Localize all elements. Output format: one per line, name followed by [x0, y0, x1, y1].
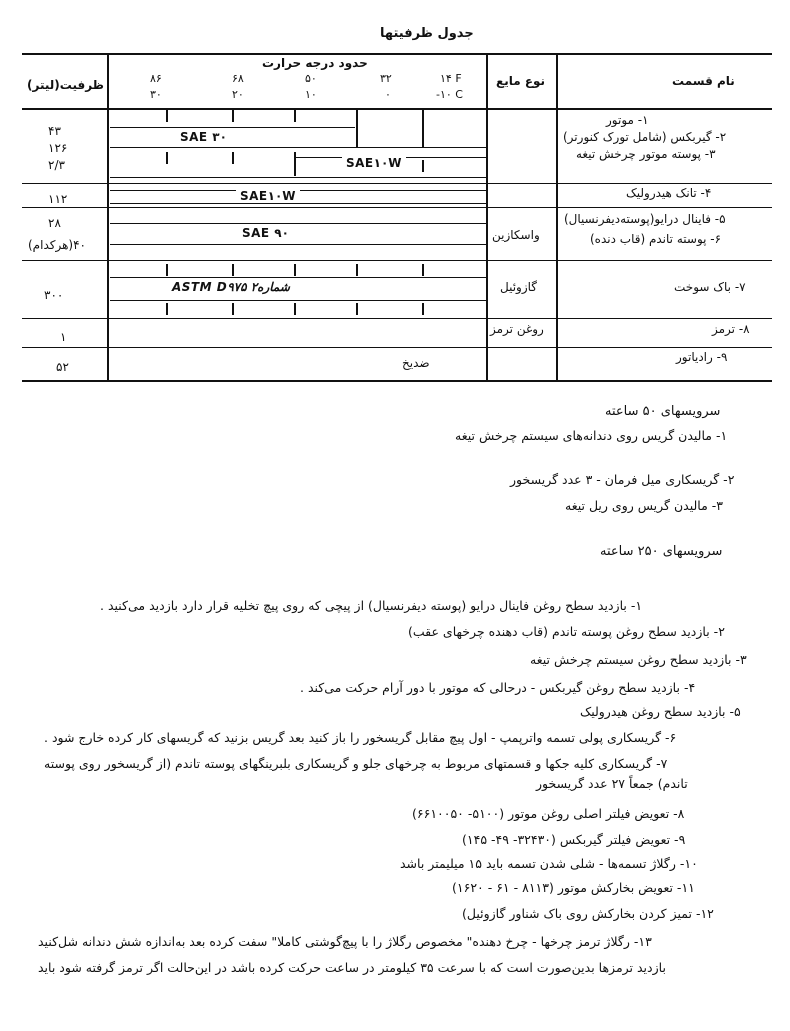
fluid-brake-oil: روغن ترمز: [490, 322, 544, 336]
fluid-diesel: گازوئیل: [500, 280, 538, 294]
capacity-tandem: ۴۰(هرکدام): [28, 238, 86, 252]
header-capacity: ظرفیت(لیتر): [27, 78, 104, 92]
service250-item-7-cont: تاندم) جمعاً ۲۷ عدد گریسخور: [536, 776, 688, 791]
header-temp-range: حدود درجه حرارت: [262, 56, 368, 70]
temp-f-3: ۵۰: [305, 72, 317, 85]
label-astm: شماره۲ ASTM D۹۷۵: [168, 280, 294, 294]
label-sae90: SAE ۹۰: [238, 226, 293, 240]
part-engine: ۱- موتور: [606, 113, 649, 127]
capacity-brake: ۱: [60, 330, 67, 344]
part-hydraulic: ۴- تانک هیدرولیک: [626, 186, 712, 200]
temp-f-5: ۸۶: [150, 72, 162, 85]
service250-item-9: ۹- تعویض فیلتر گیربکس (۳۲۴۳۰- ۴۹- ۱۴۵): [462, 832, 686, 847]
fluid-antifreeze: ضدیخ: [402, 356, 430, 370]
temp-c-1: -۱۰ C: [436, 88, 463, 101]
header-fluid-type: نوع مایع: [496, 74, 546, 88]
capacity-hydraulic: ۱۱۲: [48, 192, 68, 206]
temp-f-1: ۱۴ F: [440, 72, 462, 85]
part-blade-rotation: ۳- پوسته موتور چرخش تیغه: [576, 147, 716, 161]
label-sae30: SAE ۳۰: [176, 130, 231, 144]
service50-item-2: ۲- گریسکاری میل فرمان - ۳ عدد گریسخور: [510, 472, 735, 487]
service250-item-8: ۸- تعویض فیلتر اصلی روغن موتور (۵۱۰۰- ۶۶۱۰۰۵۰): [412, 806, 685, 821]
temp-f-2: ۳۲: [380, 72, 392, 85]
part-radiator: ۹- رادیاتور: [676, 350, 728, 364]
service250-item-3: ۳- بازدید سطح روغن سیستم چرخش تیغه: [530, 652, 747, 667]
fluid-vaskazin: واسکازین: [492, 228, 540, 242]
service250-item-6: ۶- گریسکاری پولی تسمه واترپمپ - اول پیچ مقابل گریسخور را باز کنید بعد گریس بزنید که گریسهای کار کرده خارج شود .: [44, 730, 677, 745]
service250-item-5: ۵- بازدید سطح روغن هیدرولیک: [580, 704, 741, 719]
temp-c-2: ۰: [385, 88, 391, 101]
service250-item-7: ۷- گریسکاری کلیه جکها و قسمتهای مربوط به چرخهای جلو و گریسکاری بلبرینگهای پوسته تاندم (از گریسخور روی پوسته: [44, 756, 668, 771]
label-sae10w-1: SAE۱۰W: [342, 156, 406, 170]
part-brake: ۸- ترمز: [712, 322, 750, 336]
label-sae10w-2: SAE۱۰W: [236, 189, 300, 203]
table-title: جدول ظرفیتها: [380, 26, 474, 41]
temp-c-4: ۲۰: [232, 88, 244, 101]
part-final-drive: ۵- فاینال درایو(پوسته‌دیفرنسیال): [564, 212, 726, 226]
part-gearbox: ۲- گیربکس (شامل تورک کنورتر): [563, 130, 727, 144]
header-part-name: نام قسمت: [672, 74, 735, 88]
service250-item-12: ۱۲- تمیز کردن بخارکش روی باک شناور گازوئیل): [462, 906, 714, 921]
part-fuel-tank: ۷- باک سوخت: [674, 280, 746, 294]
service50-item-1: ۱- مالیدن گریس روی دندانه‌های سیستم چرخش تیغه: [455, 428, 728, 443]
temp-c-5: ۳۰: [150, 88, 162, 101]
service50-item-3: ۳- مالیدن گریس روی ریل تیغه: [565, 498, 724, 513]
service250-item-1: ۱- بازدید سطح روغن فاینال درایو (پوسته دیفرنسیال) از پیچی که روی پیچ تخلیه قرار دارد بازدید می‌کنید .: [100, 598, 643, 613]
capacity-radiator: ۵۲: [56, 360, 69, 374]
capacity-engine: ۴۳: [48, 124, 61, 138]
capacity-blade-rotation: ۲/۳: [48, 158, 65, 172]
service50-title: سرویسهای ۵۰ ساعته: [605, 404, 721, 419]
temp-c-3: ۱۰: [305, 88, 317, 101]
service250-item-13: ۱۳- رگلاژ ترمز چرخها - چرخ دهنده" مخصوص رگلاژ را با پیچ‌گوشتی کاملا" سفت کرده بعد به‌اندازه شش دندانه شل‌کنید: [38, 934, 652, 949]
part-tandem: ۶- پوسته تاندم (قاب دنده): [590, 232, 722, 246]
service250-item-13-cont: بازدید ترمزها بدین‌صورت است که با سرعت ۳۵ کیلومتر در ساعت حرکت کرده باشد در این‌حالت اگر ترمز گرفته شود باید: [38, 960, 666, 975]
temp-f-4: ۶۸: [232, 72, 244, 85]
capacity-final-drive: ۲۸: [48, 216, 61, 230]
service250-item-10: ۱۰- رگلاژ تسمه‌ها - شلی شدن تسمه باید ۱۵ میلیمتر باشد: [400, 856, 698, 871]
service250-title: سرویسهای ۲۵۰ ساعته: [600, 544, 723, 559]
capacity-gearbox: ۱۲۶: [48, 141, 68, 155]
capacity-fuel: ۳۰۰: [44, 288, 64, 302]
service250-item-11: ۱۱- تعویض بخارکش موتور (۸۱۱۳ - ۶۱ - ۱۶۲۰): [452, 880, 695, 895]
service250-item-4: ۴- بازدید سطح روغن گیربکس - درحالی که موتور با دور آرام حرکت می‌کند .: [300, 680, 696, 695]
service250-item-2: ۲- بازدید سطح روغن پوسته تاندم (قاب دهنده چرخهای عقب): [408, 624, 725, 639]
